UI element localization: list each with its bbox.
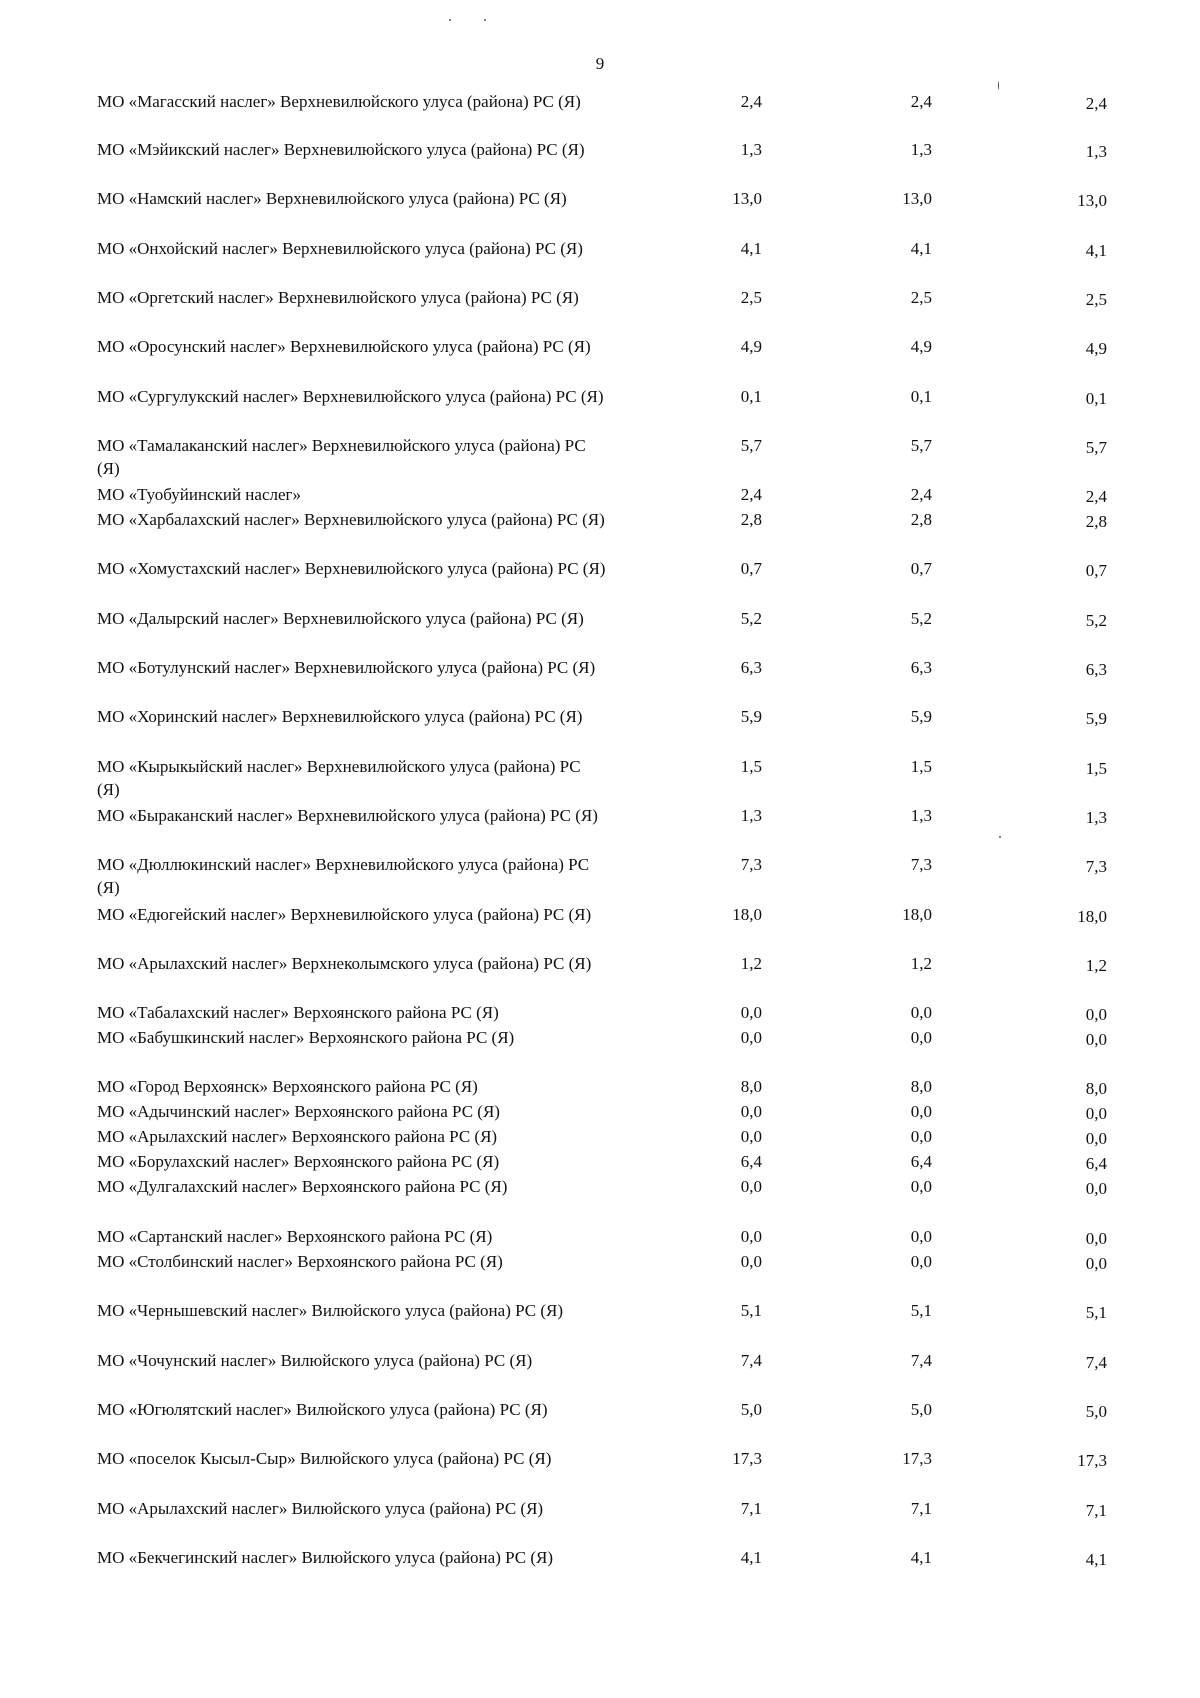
municipality-name: МО «Тамалаканский наслег» Верхневилюйского улуса (района) РС (Я) (97, 436, 586, 478)
value-col-2: 1,2 (910, 954, 932, 973)
value-col-3: 4,1 (1085, 1550, 1107, 1569)
value-col-1: 7,4 (740, 1351, 762, 1370)
value-col-3: 17,3 (1077, 1451, 1107, 1470)
value-col-3: 5,1 (1085, 1303, 1107, 1322)
value-col-3: 1,3 (1085, 142, 1107, 161)
value-col-2: 2,4 (910, 92, 932, 111)
value-col-3: 0,0 (1085, 1104, 1107, 1123)
municipality-name: МО «Столбинский наслег» Верхоянского района РС (Я) (97, 1252, 503, 1271)
value-col-2: 2,8 (910, 510, 932, 529)
municipality-name: МО «Харбалахский наслег» Верхневилюйского улуса (района) РС (Я) (97, 510, 605, 529)
value-col-2: 4,1 (910, 239, 932, 258)
municipality-name: МО «поселок Кысыл-Сыр» Вилюйского улуса (района) РС (Я) (97, 1449, 552, 1468)
value-col-2: 0,1 (910, 387, 932, 406)
value-col-1: 0,0 (740, 1252, 762, 1271)
value-col-1: 7,1 (740, 1499, 762, 1518)
value-col-1: 1,2 (740, 954, 762, 973)
value-col-1: 4,1 (740, 1548, 762, 1567)
value-col-2: 0,0 (910, 1127, 932, 1146)
value-col-2: 0,0 (910, 1252, 932, 1271)
municipality-name: МО «Арылахский наслег» Верхоянского района РС (Я) (97, 1127, 498, 1146)
value-col-2: 0,0 (910, 1003, 932, 1022)
value-col-2: 0,7 (910, 559, 932, 578)
value-col-1: 2,8 (740, 510, 762, 529)
value-col-2: 2,4 (910, 485, 932, 504)
municipality-name: МО «Оросунский наслег» Верхневилюйского улуса (района) РС (Я) (97, 337, 591, 356)
value-col-1: 0,1 (740, 387, 762, 406)
value-col-1: 0,0 (740, 1227, 762, 1246)
value-col-1: 18,0 (732, 905, 762, 924)
municipality-name: МО «Борулахский наслег» Верхоянского района РС (Я) (97, 1152, 500, 1171)
value-col-1: 6,4 (740, 1152, 762, 1171)
municipality-name: МО «Едюгейский наслег» Верхневилюйского улуса (района) РС (Я) (97, 905, 592, 924)
value-col-3: 0,0 (1085, 1129, 1107, 1148)
value-col-3: 7,1 (1085, 1501, 1107, 1520)
value-col-2: 0,0 (910, 1028, 932, 1047)
value-col-3: 0,0 (1085, 1030, 1107, 1049)
municipality-name: МО «Мэйикский наслег» Верхневилюйского улуса (района) РС (Я) (97, 140, 585, 159)
value-col-2: 0,0 (910, 1177, 932, 1196)
municipality-name: МО «Онхойский наслег» Верхневилюйского улуса (района) РС (Я) (97, 239, 583, 258)
value-col-1: 1,3 (740, 806, 762, 825)
value-col-3: 8,0 (1085, 1079, 1107, 1098)
municipality-name: МО «Хоринский наслег» Верхневилюйского улуса (района) РС (Я) (97, 707, 583, 726)
value-col-1: 13,0 (732, 189, 762, 208)
value-col-2: 17,3 (902, 1449, 932, 1468)
value-col-1: 0,0 (740, 1177, 762, 1196)
municipality-name: МО «Дюллюкинский наслег» Верхневилюйского улуса (района) РС (Я) (97, 855, 590, 897)
value-col-1: 5,0 (740, 1400, 762, 1419)
value-col-1: 7,3 (740, 855, 762, 874)
municipality-name: МО «Арылахский наслег» Вилюйского улуса (района) РС (Я) (97, 1499, 544, 1518)
value-col-3: 7,4 (1085, 1353, 1107, 1372)
value-col-1: 4,1 (740, 239, 762, 258)
municipality-name: МО «Кырыкыйский наслег» Верхневилюйского улуса (района) РС (Я) (97, 757, 581, 799)
value-col-2: 5,2 (910, 609, 932, 628)
value-col-3: 2,4 (1085, 487, 1107, 506)
value-col-3: 4,1 (1085, 241, 1107, 260)
value-col-2: 0,0 (910, 1102, 932, 1121)
scan-speck (484, 19, 486, 21)
value-col-3: 2,5 (1085, 290, 1107, 309)
scan-speck (449, 19, 451, 21)
municipality-name: МО «Сургулукский наслег» Верхневилюйского улуса (района) РС (Я) (97, 387, 604, 406)
value-col-2: 1,5 (910, 757, 932, 776)
value-col-3: 5,7 (1085, 438, 1107, 457)
municipality-name: МО «Туобуйинский наслег» (97, 485, 301, 504)
value-col-1: 5,2 (740, 609, 762, 628)
value-col-1: 0,0 (740, 1127, 762, 1146)
municipality-name: МО «Дулгалахский наслег» Верхоянского района РС (Я) (97, 1177, 508, 1196)
value-col-1: 2,5 (740, 288, 762, 307)
value-col-3: 0,1 (1085, 389, 1107, 408)
scan-speck (998, 81, 999, 90)
value-col-3: 0,0 (1085, 1254, 1107, 1273)
municipality-name: МО «Чернышевский наслег» Вилюйского улуса (района) РС (Я) (97, 1301, 564, 1320)
municipality-name: МО «Быраканский наслег» Верхневилюйского улуса (района) РС (Я) (97, 806, 598, 825)
value-col-1: 6,3 (740, 658, 762, 677)
municipality-name: МО «Сартанский наслег» Верхоянского района РС (Я) (97, 1227, 493, 1246)
value-col-3: 2,8 (1085, 512, 1107, 531)
value-col-1: 2,4 (740, 92, 762, 111)
municipality-name: МО «Адычинский наслег» Верхоянского района РС (Я) (97, 1102, 500, 1121)
value-col-3: 1,5 (1085, 759, 1107, 778)
value-col-2: 1,3 (910, 140, 932, 159)
value-col-2: 0,0 (910, 1227, 932, 1246)
value-col-3: 7,3 (1085, 857, 1107, 876)
value-col-2: 6,3 (910, 658, 932, 677)
value-col-1: 0,0 (740, 1102, 762, 1121)
value-col-1: 5,1 (740, 1301, 762, 1320)
value-col-1: 1,5 (740, 757, 762, 776)
value-col-2: 4,1 (910, 1548, 932, 1567)
value-col-2: 5,9 (910, 707, 932, 726)
value-col-3: 0,0 (1085, 1005, 1107, 1024)
value-col-2: 4,9 (910, 337, 932, 356)
value-col-1: 8,0 (740, 1077, 762, 1096)
municipality-name: МО «Бабушкинский наслег» Верхоянского района РС (Я) (97, 1028, 515, 1047)
page-number: 9 (595, 54, 605, 73)
municipality-name: МО «Далырский наслег» Верхневилюйского улуса (района) РС (Я) (97, 609, 584, 628)
value-col-3: 5,9 (1085, 709, 1107, 728)
value-col-2: 1,3 (910, 806, 932, 825)
municipality-name: МО «Арылахский наслег» Верхнеколымского улуса (района) РС (Я) (97, 954, 592, 973)
value-col-1: 0,0 (740, 1003, 762, 1022)
scan-speck (999, 836, 1001, 838)
value-col-3: 1,2 (1085, 956, 1107, 975)
value-col-3: 1,3 (1085, 808, 1107, 827)
value-col-2: 13,0 (902, 189, 932, 208)
value-col-1: 5,7 (740, 436, 762, 455)
value-col-1: 17,3 (732, 1449, 762, 1468)
municipality-name: МО «Магасский наслег» Верхневилюйского улуса (района) РС (Я) (97, 92, 581, 111)
value-col-2: 5,0 (910, 1400, 932, 1419)
value-col-1: 5,9 (740, 707, 762, 726)
value-col-2: 8,0 (910, 1077, 932, 1096)
value-col-3: 0,7 (1085, 561, 1107, 580)
value-col-2: 6,4 (910, 1152, 932, 1171)
value-col-3: 5,2 (1085, 611, 1107, 630)
value-col-3: 18,0 (1077, 907, 1107, 926)
value-col-3: 0,0 (1085, 1229, 1107, 1248)
municipality-name: МО «Намский наслег» Верхневилюйского улуса (района) РС (Я) (97, 189, 567, 208)
value-col-3: 13,0 (1077, 191, 1107, 210)
municipality-name: МО «Чочунский наслег» Вилюйского улуса (района) РС (Я) (97, 1351, 533, 1370)
value-col-3: 6,4 (1085, 1154, 1107, 1173)
value-col-3: 5,0 (1085, 1402, 1107, 1421)
value-col-2: 5,7 (910, 436, 932, 455)
value-col-1: 2,4 (740, 485, 762, 504)
value-col-3: 2,4 (1085, 94, 1107, 113)
value-col-3: 4,9 (1085, 339, 1107, 358)
municipality-name: МО «Ботулунский наслег» Верхневилюйского улуса (района) РС (Я) (97, 658, 596, 677)
value-col-3: 0,0 (1085, 1179, 1107, 1198)
municipality-name: МО «Оргетский наслег» Верхневилюйского улуса (района) РС (Я) (97, 288, 579, 307)
value-col-1: 0,0 (740, 1028, 762, 1047)
municipality-name: МО «Бекчегинский наслег» Вилюйского улуса (района) РС (Я) (97, 1548, 554, 1567)
value-col-2: 18,0 (902, 905, 932, 924)
value-col-2: 2,5 (910, 288, 932, 307)
value-col-1: 4,9 (740, 337, 762, 356)
municipality-name: МО «Хомустахский наслег» Верхневилюйского улуса (района) РС (Я) (97, 559, 606, 578)
value-col-1: 1,3 (740, 140, 762, 159)
municipality-name: МО «Табалахский наслег» Верхоянского района РС (Я) (97, 1003, 499, 1022)
value-col-2: 5,1 (910, 1301, 932, 1320)
value-col-1: 0,7 (740, 559, 762, 578)
value-col-3: 6,3 (1085, 660, 1107, 679)
municipality-name: МО «Югюлятский наслег» Вилюйского улуса (района) РС (Я) (97, 1400, 548, 1419)
value-col-2: 7,4 (910, 1351, 932, 1370)
value-col-2: 7,3 (910, 855, 932, 874)
value-col-2: 7,1 (910, 1499, 932, 1518)
municipality-name: МО «Город Верхоянск» Верхоянского района РС (Я) (97, 1077, 478, 1096)
